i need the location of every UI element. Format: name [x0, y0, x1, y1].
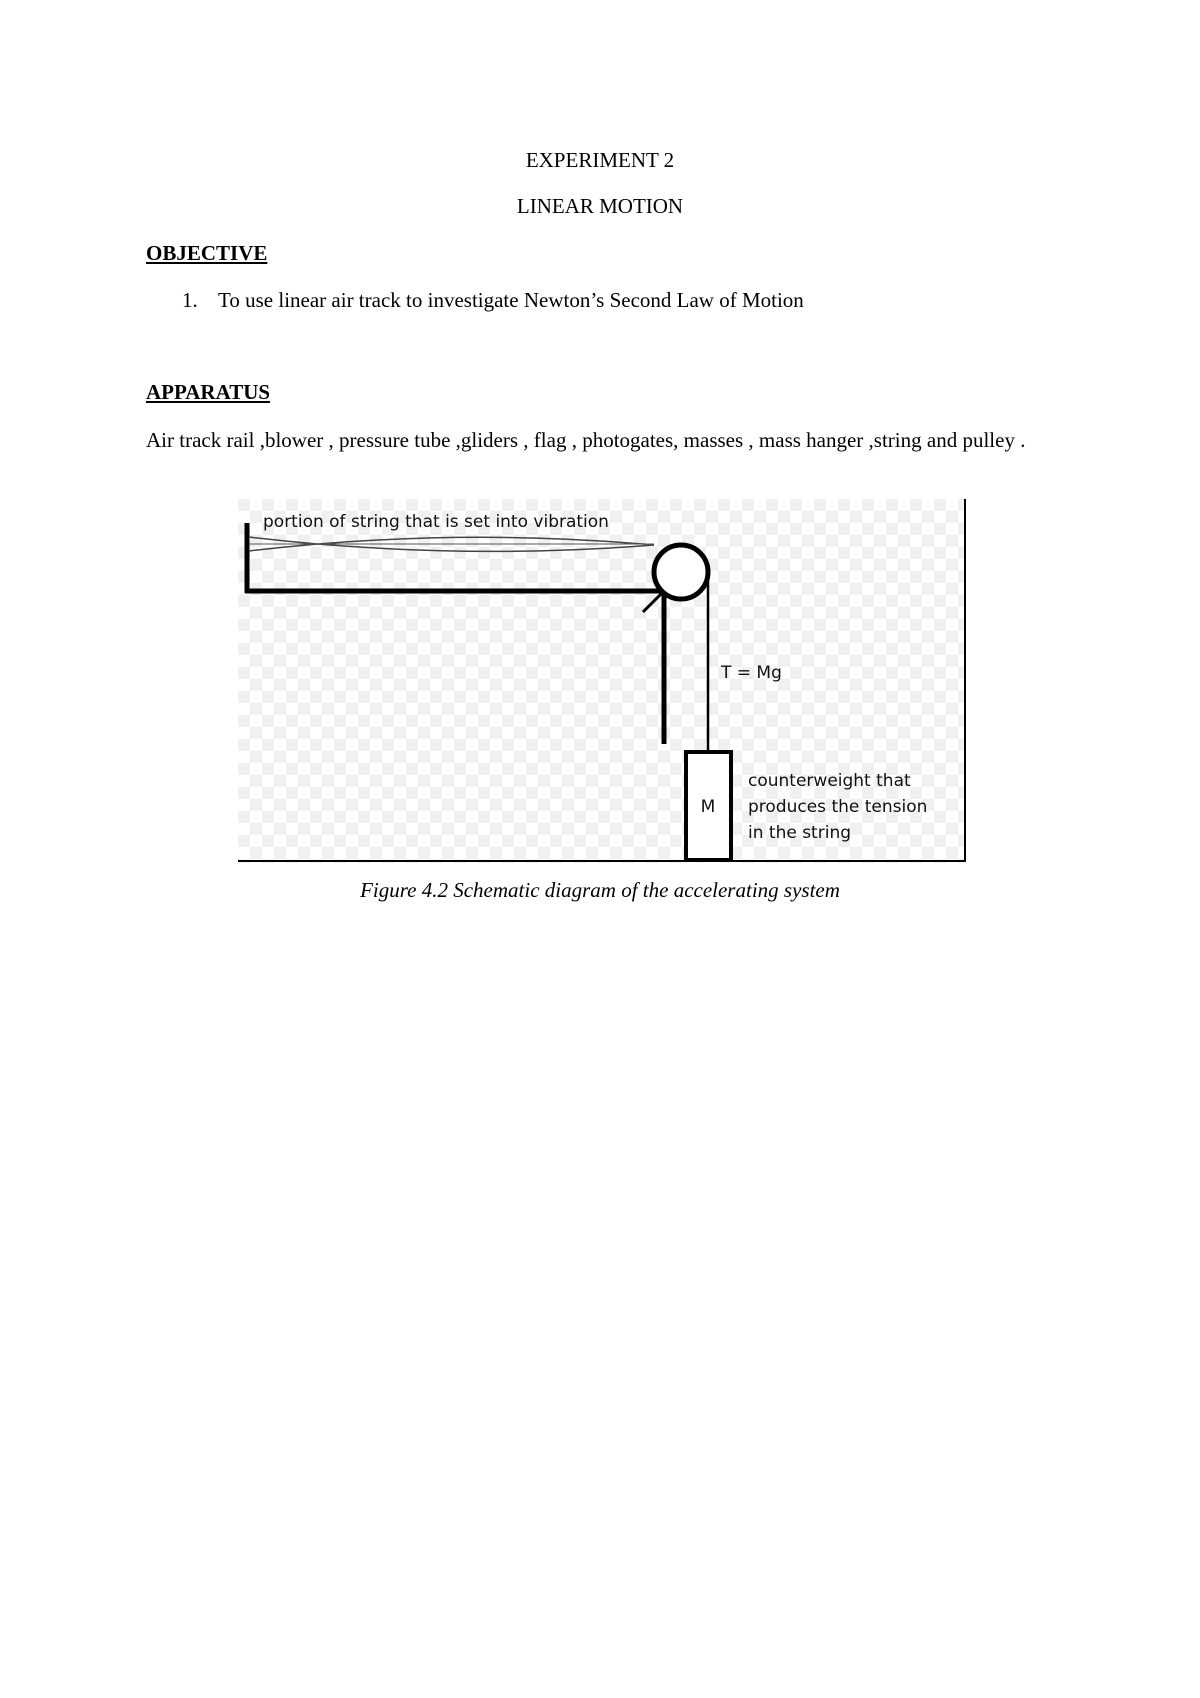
pulley — [654, 545, 708, 599]
objective-heading: OBJECTIVE — [146, 241, 268, 265]
experiment-title: EXPERIMENT 2 — [525, 148, 675, 172]
apparatus-heading: APPARATUS — [146, 380, 271, 404]
list-text: To use linear air track to investigate Newton’s Second Law of Motion — [218, 288, 804, 312]
list-number: 1. — [182, 288, 198, 312]
counterweight-label-line-2: produces the tension — [748, 797, 928, 817]
mass-label: M — [700, 797, 716, 817]
vibration-label: portion of string that is set into vibration — [263, 512, 609, 532]
objective-list-item — [182, 288, 804, 313]
schematic-diagram — [238, 499, 966, 863]
counterweight-label-line-3: in the string — [748, 823, 852, 843]
counterweight-label-line-1: counterweight that — [748, 771, 911, 791]
apparatus-text: Air track rail ,blower , pressure tube ,gliders , flag , photogates, masses , mass hanger ,string and pulley . — [146, 428, 1026, 452]
schematic-figure — [238, 499, 966, 863]
figure-caption: Figure 4.2 Schematic diagram of the accelerating system — [360, 878, 840, 902]
tension-label: T = Mg — [721, 663, 782, 683]
experiment-subtitle: LINEAR MOTION — [516, 194, 684, 218]
